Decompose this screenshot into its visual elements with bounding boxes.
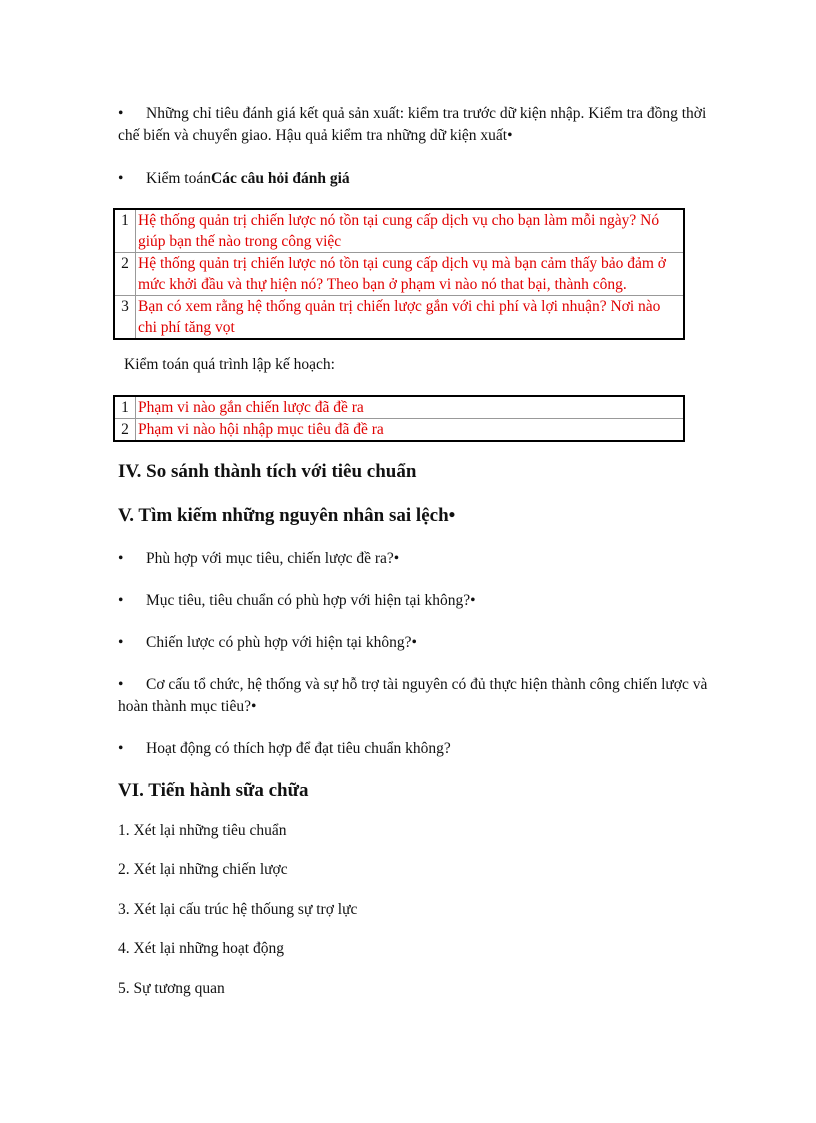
table-row <box>114 253 684 296</box>
row-number: 2 <box>114 253 136 296</box>
table-row <box>114 419 684 442</box>
row-number: 1 <box>114 209 136 253</box>
bullet-audit <box>118 168 708 190</box>
bullet-icon: • <box>118 170 124 187</box>
bullet-icon: • <box>118 105 124 122</box>
bullet-paragraph-production <box>118 103 708 147</box>
bullet-item <box>118 674 708 718</box>
audit-prefix: Kiểm toán <box>146 170 211 187</box>
planning-audit-label: Kiểm toán quá trình lập kế hoạch: <box>124 356 335 373</box>
bullet-icon: • <box>118 592 124 609</box>
bullet-text: Chiến lược có phù hợp với hiện tại không?• <box>146 634 417 651</box>
bullet-text: Mục tiêu, tiêu chuẩn có phù hợp với hiện tại không?• <box>146 592 476 609</box>
numbered-item: 2. Xét lại những chiến lược <box>118 861 288 878</box>
row-number: 1 <box>114 396 136 419</box>
row-text: Hệ thống quản trị chiến lược nó tồn tại cung cấp dịch vụ mà bạn cảm thấy bảo đảm ở mức khởi đầu và thự hiện nó? Theo bạn ở phạm vi nào nó that bại, thành công. <box>136 253 685 296</box>
bullet-icon: • <box>118 740 124 757</box>
row-number: 3 <box>114 296 136 340</box>
bullet-icon: • <box>118 676 124 693</box>
bullet-text: Phù hợp với mục tiêu, chiến lược đề ra?• <box>146 550 400 567</box>
numbered-item: 5. Sự tương quan <box>118 980 225 997</box>
bullet-text: Hoạt động có thích hợp để đạt tiêu chuẩn không? <box>146 740 451 757</box>
bullet-icon: • <box>118 634 124 651</box>
table-row <box>114 209 684 253</box>
row-text: Hệ thống quản trị chiến lược nó tồn tại cung cấp dịch vụ cho bạn làm mỗi ngày? Nó giúp bạn thế nào trong công việc <box>136 209 685 253</box>
heading-section-iv: IV. So sánh thành tích với tiêu chuẩn <box>118 461 417 482</box>
numbered-item: 3. Xét lại cấu trúc hệ thốung sự trợ lực <box>118 901 358 918</box>
bullet-item <box>118 632 708 654</box>
bullet-item <box>118 590 708 612</box>
bullet-text: Những chỉ tiêu đánh giá kết quả sản xuất: kiểm tra trước dữ kiện nhập. Kiểm tra đồng thời chế biến và chuyển giao. Hậu quả kiểm tra những dữ kiện xuất• <box>118 105 707 144</box>
table-row <box>114 396 684 419</box>
numbered-item: 1. Xét lại những tiêu chuẩn <box>118 822 287 839</box>
heading-section-v: V. Tìm kiếm những nguyên nhân sai lệch• <box>118 505 456 526</box>
table-row <box>114 296 684 340</box>
audit-bold: Các câu hỏi đánh giá <box>211 170 350 187</box>
bullet-item <box>118 548 708 570</box>
bullet-text: Cơ cấu tổ chức, hệ thống và sự hỗ trợ tài nguyên có đủ thực hiện thành công chiến lược và hoàn thành mục tiêu?• <box>118 676 708 715</box>
row-text: Phạm vi nào gắn chiến lược đã đề ra <box>136 396 685 419</box>
row-text: Phạm vi nào hội nhập mục tiêu đã đề ra <box>136 419 685 442</box>
heading-section-vi: VI. Tiến hành sữa chữa <box>118 780 309 801</box>
row-number: 2 <box>114 419 136 442</box>
bullet-icon: • <box>118 550 124 567</box>
numbered-item: 4. Xét lại những hoạt động <box>118 940 284 957</box>
evaluation-questions-table <box>113 208 685 340</box>
row-text: Bạn có xem rằng hệ thống quản trị chiến lược gắn với chi phí và lợi nhuận? Nơi nào chi phí tăng vọt <box>136 296 685 340</box>
bullet-item <box>118 738 708 760</box>
planning-audit-table <box>113 395 685 442</box>
